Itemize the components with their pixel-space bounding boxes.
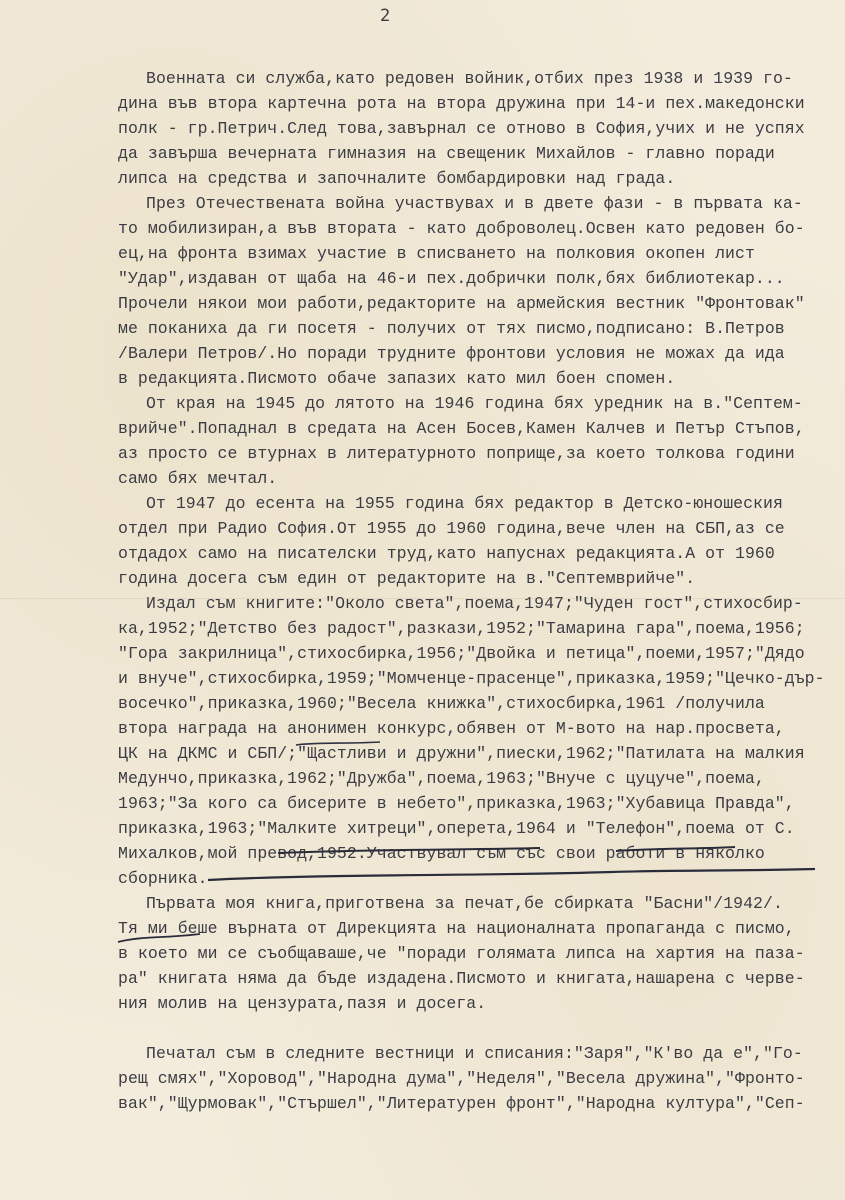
text-line: "Гора закрилница",стихосбирка,1956;"Двойка и петица",поеми,1957;"Дядо [118,644,805,663]
text-line: отдадох само на писателски труд,като напуснах редакцията.А от 1960 [118,544,775,563]
text-line: ка,1952;"Детство без радост",разкази,1952;"Тамарина гара",поема,1956; [118,619,805,638]
text-line: само бях мечтал. [118,469,278,488]
text-line: Издал съм книгите:"Около света",поема,1947;"Чуден гост",стихосбир- [146,594,803,613]
text-line: дина във втора картечна рота на втора дружина при 14-и пех.македонски [118,94,805,113]
text-line: приказка,1963;"Малките хитреци",оперета,1964 и "Телефон",поема от С. [118,819,795,838]
text-line: полк - гр.Петрич.След това,завърнал се отново в София,учих и не успях [118,119,805,138]
text-line: аз просто се втурнах в литературното поприще,за което толкова години [118,444,795,463]
text-line: то мобилизиран,а във втората - като доброволец.Освен като редовен бо- [118,219,805,238]
text-line: ния молив на цензурата,пазя и досега. [118,994,487,1013]
text-line: От края на 1945 до лятото на 1946 година бях уредник на в."Септем- [146,394,803,413]
text-line: година досега съм един от редакторите на в."Септемврийче". [118,569,696,588]
text-line: Печатал съм в следните вестници и списания:"Заря","К'во да е","Го- [146,1044,803,1063]
text-line: Прочели някои мои работи,редакторите на армейския вестник "Фронтовак" [118,294,805,313]
text-line: Тя ми беше върната от Дирекцията на националната пропаганда с писмо, [118,919,795,938]
text-line: восечко",приказка,1960;"Весела книжка",стихосбирка,1961 /получила [118,694,765,713]
text-line: Медунчо,приказка,1962;"Дружба",поема,1963;"Внуче с цуцуче",поема, [118,769,765,788]
text-line: в което ми се съобщаваше,че "поради голямата липса на хартия на паза- [118,944,805,963]
text-line: Военната си служба,като редовен войник,отбих през 1938 и 1939 го- [146,69,793,88]
text-line: вак","Щурмовак","Стършел","Литературен фронт","Народна култура","Сеп- [118,1094,805,1113]
page-number: 2 [380,6,391,26]
text-line: ра" книгата няма да бъде издадена.Писмото и книгата,нашарена с черве- [118,969,805,988]
text-line: ЦК на ДКМС и СБП/;"Щастливи и дружни",пиески,1962;"Патилата на малкия [118,744,805,763]
text-line: в редакцията.Писмото обаче запазих като мил боен спомен. [118,369,676,388]
text-line: липса на средства и започналите бомбардировки над града. [118,169,676,188]
text-line: да завърша вечерната гимназия на свещеник Михайлов - главно поради [118,144,775,163]
text-line: ме поканиха да ги посетя - получих от тях писмо,подписано: В.Петров [118,319,785,338]
text-line: Първата моя книга,приготвена за печат,бе сбирката "Басни"/1942/. [146,894,783,913]
text-line: 1963;"За кого са бисерите в небето",приказка,1963;"Хубавица Правда", [118,794,795,813]
text-line: отдел при Радио София.От 1955 до 1960 година,вече член на СБП,аз се [118,519,785,538]
text-line: рещ смях","Хоровод","Народна дума","Неделя","Весела дружина","Фронто- [118,1069,805,1088]
text-line: и внуче",стихосбирка,1959;"Момченце-прасенце",приказка,1959;"Цечко-дър- [118,669,825,688]
paper-fold [0,598,845,599]
text-line: От 1947 до есента на 1955 година бях редактор в Детско-юношеския [146,494,783,513]
text-line: врийче".Попаднал в средата на Асен Босев,Камен Калчев и Петър Стъпов, [118,419,805,438]
text-line: ец,на фронта взимах участие в списването на полковия окопен лист [118,244,755,263]
text-line: втора награда на анонимен конкурс,обявен от М-вото на нар.просвета, [118,719,785,738]
text-line: През Отечествената война участвувах и в двете фази - в първата ка- [146,194,803,213]
text-line: /Валери Петров/.Но поради трудните фронтови условия не можах да ида [118,344,785,363]
text-line: сборника. [118,869,208,888]
text-line: "Удар",издаван от щаба на 46-и пех.добрички полк,бях библиотекар... [118,269,785,288]
text-line: Михалков,мой превод,1952.Участвувал съм със свои работи в няколко [118,844,765,863]
